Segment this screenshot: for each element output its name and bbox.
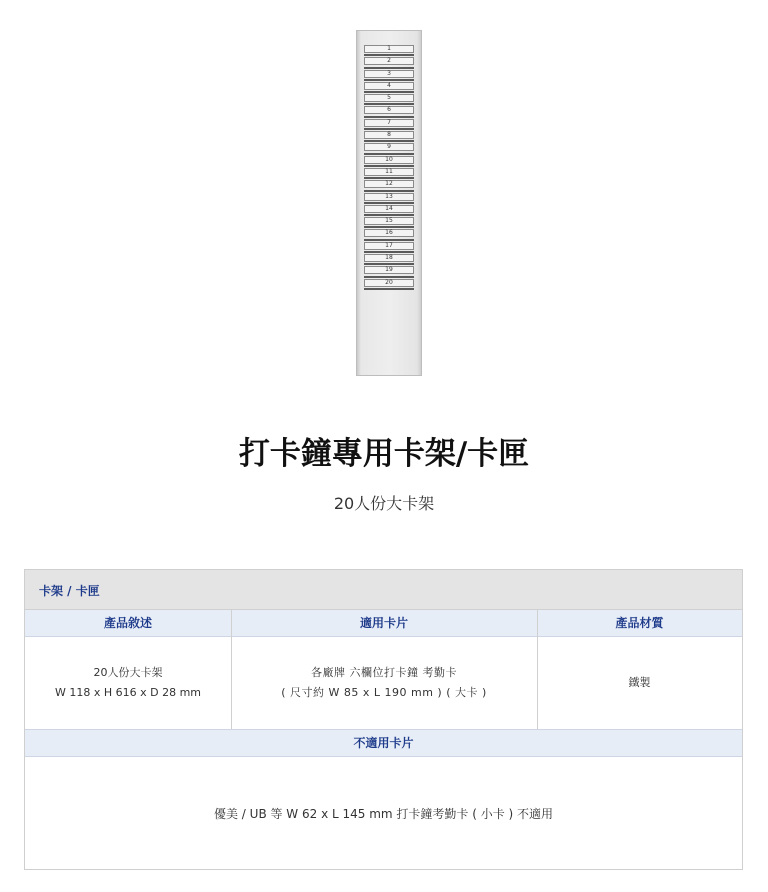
slot-number-label: 18: [364, 254, 414, 262]
card-slot: [364, 241, 414, 253]
applicable-cards-size: ( 尺寸約 W 85 x L 190 mm ) ( 大卡 ): [281, 686, 487, 699]
slot-number-label: 9: [364, 143, 414, 151]
slot-number-label: 1: [364, 45, 414, 53]
card-slot: [364, 81, 414, 93]
not-applicable-header: 不適用卡片: [25, 729, 742, 757]
slot-number-label: 4: [364, 82, 414, 90]
slot-number-label: 11: [364, 168, 414, 176]
card-slot: [364, 56, 414, 68]
card-slot: [364, 142, 414, 154]
card-slot: [364, 204, 414, 216]
card-rack-image: [356, 30, 422, 376]
description-name: 20人份大卡架: [93, 666, 163, 679]
card-slots: [364, 44, 414, 290]
card-slot: [364, 265, 414, 277]
material-cell: [537, 637, 742, 729]
description-dimensions: W 118 x H 616 x D 28 mm: [54, 686, 202, 699]
card-slot: [364, 105, 414, 117]
card-slot: [364, 179, 414, 191]
material-value: 鐵製: [628, 676, 651, 689]
slot-number-label: 2: [364, 57, 414, 65]
slot-number-label: 13: [364, 193, 414, 201]
page-subtitle: 20人份大卡架: [333, 494, 435, 513]
not-applicable-text: 優美 / UB 等 W 62 x L 145 mm 打卡鐘考勤卡 ( 小卡 ) 不適用: [213, 807, 554, 821]
slot-number-label: 15: [364, 217, 414, 225]
column-header-applicable-cards: 適用卡片: [231, 610, 537, 637]
applicable-cards-type: 各廠牌 六欄位打卡鐘 考勤卡: [311, 666, 457, 679]
card-slot: [364, 118, 414, 130]
spec-section-label: 卡架 / 卡匣: [25, 570, 742, 610]
card-slot: [364, 130, 414, 142]
column-header-material: 產品材質: [537, 610, 742, 637]
slot-number-label: 12: [364, 180, 414, 188]
slot-number-label: 10: [364, 156, 414, 164]
card-slot: [364, 69, 414, 81]
applicable-cards-cell: [231, 637, 537, 729]
slot-number-label: 17: [364, 242, 414, 250]
slot-number-label: 6: [364, 106, 414, 114]
slot-number-label: 8: [364, 131, 414, 139]
slot-number-label: 14: [364, 205, 414, 213]
slot-number-label: 20: [364, 279, 414, 287]
card-slot: [364, 253, 414, 265]
slot-number-label: 19: [364, 266, 414, 274]
card-slot: [364, 228, 414, 240]
card-slot: [364, 44, 414, 56]
card-slot: [364, 167, 414, 179]
slot-number-label: 16: [364, 229, 414, 237]
slot-number-label: 7: [364, 119, 414, 127]
column-header-description: 產品敘述: [25, 610, 231, 637]
description-cell: [25, 637, 231, 729]
card-slot: [364, 216, 414, 228]
slot-number-label: 5: [364, 94, 414, 102]
card-slot: [364, 192, 414, 204]
card-slot: [364, 278, 414, 290]
card-slot: [364, 93, 414, 105]
card-slot: [364, 155, 414, 167]
slot-number-label: 3: [364, 70, 414, 78]
spec-table: [24, 569, 743, 870]
page-title: 打卡鐘專用卡架/卡匣: [238, 436, 530, 472]
